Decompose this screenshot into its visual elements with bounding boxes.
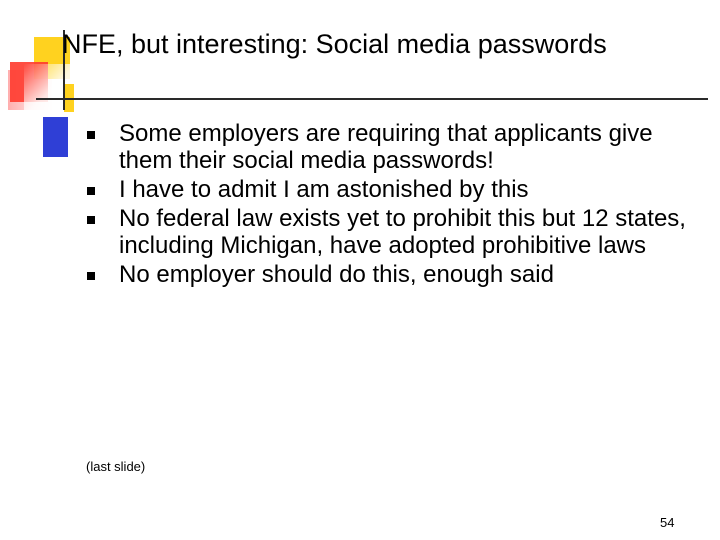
square-bullet-icon (87, 216, 95, 224)
bullet-item (84, 261, 704, 288)
square-bullet-icon (87, 131, 95, 139)
bullet-text: Some employers are requiring that applicants give them their social media passwords! (119, 120, 653, 174)
bullet-list (84, 120, 704, 290)
footnote: (last slide) (86, 459, 146, 474)
bullet-item (84, 120, 704, 174)
square-bullet-icon (87, 272, 95, 280)
bullet-text: No employer should do this, enough said (119, 261, 554, 288)
bullet-text: I have to admit I am astonished by this (119, 176, 529, 203)
bullet-item (84, 176, 704, 203)
bullet-text: No federal law exists yet to prohibit this but 12 states, including Michigan, have adopted prohibitive laws (119, 205, 686, 259)
decorative-blue-square (43, 117, 68, 157)
bullet-item (84, 205, 704, 259)
title-underline-rule (36, 98, 708, 100)
slide-title: NFE, but interesting: Social media passwords (62, 29, 607, 59)
square-bullet-icon (87, 187, 95, 195)
page-number: 54 (660, 515, 675, 530)
